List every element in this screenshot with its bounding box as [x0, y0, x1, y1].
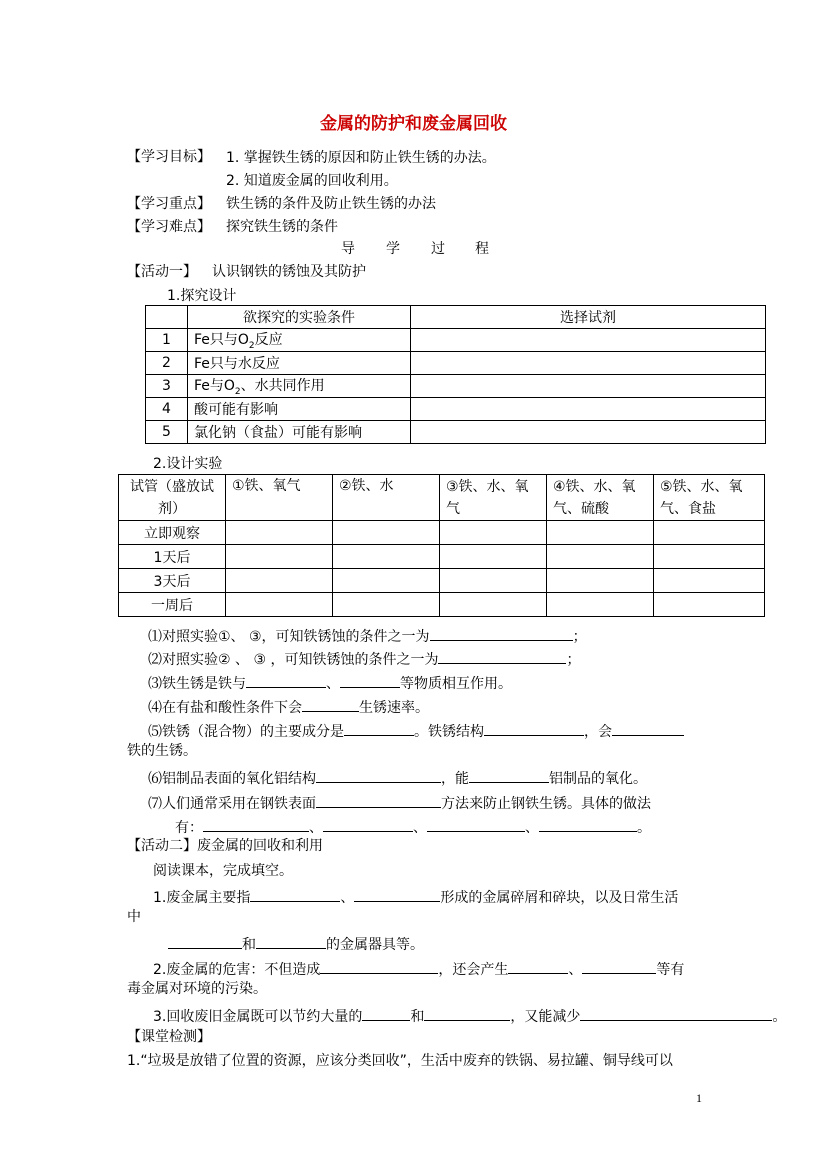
- table-row: [119, 545, 765, 569]
- question-5-line2: 铁的生锈。: [127, 743, 197, 759]
- row-number: 4: [146, 398, 188, 421]
- question-1: [148, 625, 587, 646]
- subscript: 2: [234, 386, 241, 397]
- activity2-intro: 阅读课本，完成填空。: [153, 863, 293, 879]
- condition-text: Fe与O: [194, 378, 235, 395]
- row-label: 一周后: [119, 593, 226, 617]
- activity2-heading: [127, 837, 323, 855]
- answer-blank[interactable]: [580, 1005, 772, 1021]
- table-cell: [146, 306, 188, 329]
- difficulty-label: 【学习难点】: [127, 219, 211, 235]
- observation-cell[interactable]: [654, 545, 765, 569]
- observation-cell[interactable]: [226, 569, 333, 593]
- class-check-question-1: 1.“垃圾是放错了位置的资源，应该分类回收”，生活中废弃的铁锅、易拉罐、铜导线可以: [127, 1053, 673, 1069]
- condition-cell: [188, 375, 411, 398]
- observation-cell[interactable]: [654, 593, 765, 617]
- activity2-text: 废金属的回收和利用: [197, 838, 323, 854]
- question-2: [148, 648, 580, 669]
- answer-blank[interactable]: [168, 933, 242, 949]
- observation-cell[interactable]: [333, 593, 440, 617]
- activity1-text: 认识钢铁的锈蚀及其防护: [212, 264, 366, 280]
- reagent-cell[interactable]: [411, 398, 766, 421]
- header-line: 气: [446, 500, 460, 517]
- question-text: ⑹铝制品表面的氧化铝结构: [148, 771, 316, 787]
- design-label: 1.探究设计: [167, 288, 237, 304]
- table-header: 选择试剂: [411, 306, 766, 329]
- question-text: ；: [572, 629, 587, 645]
- header-line: ②铁、水: [339, 478, 394, 494]
- table-row: [119, 569, 765, 593]
- answer-blank[interactable]: [469, 767, 549, 783]
- condition-text: 反应: [254, 332, 283, 349]
- answer-blank[interactable]: [508, 958, 568, 974]
- answer-blank[interactable]: [316, 767, 441, 783]
- question-text: 。铁锈结构: [414, 724, 484, 740]
- observation-cell[interactable]: [226, 545, 333, 569]
- key-point-text: 铁生锈的条件及防止铁生锈的办法: [226, 196, 436, 212]
- goal-item-2: 2. 知道废金属的回收利用。: [226, 173, 398, 189]
- paragraph-text: 、: [340, 890, 355, 906]
- observation-cell[interactable]: [547, 545, 654, 569]
- answer-blank[interactable]: [344, 720, 414, 736]
- table-row: [146, 398, 766, 421]
- row-label: 立即观察: [119, 521, 226, 545]
- condition-text: 氯化钠（食盐）可能有影响: [194, 425, 362, 441]
- observation-cell[interactable]: [440, 545, 547, 569]
- observation-cell[interactable]: [226, 593, 333, 617]
- row-number: 1: [146, 329, 188, 352]
- paragraph-text: 和: [410, 1009, 425, 1025]
- answer-blank[interactable]: [340, 672, 400, 688]
- observation-cell[interactable]: [333, 545, 440, 569]
- answer-blank[interactable]: [323, 816, 413, 832]
- row-number: 5: [146, 421, 188, 444]
- table-header: [333, 475, 440, 521]
- condition-cell: [188, 421, 411, 444]
- answer-blank[interactable]: [427, 816, 525, 832]
- answer-blank[interactable]: [612, 720, 684, 736]
- table-row: [146, 306, 766, 329]
- table-row: [119, 593, 765, 617]
- row-number: 2: [146, 352, 188, 375]
- condition-cell: [188, 352, 411, 375]
- observation-cell[interactable]: [226, 521, 333, 545]
- answer-blank[interactable]: [362, 1005, 410, 1021]
- question-7-line2: [175, 816, 651, 837]
- header-line: 气、食盐: [660, 500, 716, 517]
- observation-cell[interactable]: [547, 569, 654, 593]
- question-text: 、: [326, 676, 340, 692]
- page-title: 金属的防护和废金属回收: [320, 114, 507, 134]
- design-table: [145, 305, 766, 444]
- class-check-label: 【课堂检测】: [127, 1029, 211, 1045]
- row-label: 3天后: [119, 569, 226, 593]
- table-header: [119, 475, 226, 521]
- paragraph-text: 和: [242, 937, 256, 953]
- question-4: [148, 696, 429, 717]
- table-row: [146, 375, 766, 398]
- table-row: [146, 352, 766, 375]
- table-header: [654, 475, 765, 521]
- paragraph-text: 等有: [656, 962, 685, 978]
- question-5: [148, 720, 684, 741]
- header-line: ④铁、水、氧: [553, 478, 636, 495]
- answer-blank[interactable]: [354, 886, 440, 902]
- paragraph-2: [153, 958, 684, 979]
- question-3: [148, 672, 512, 693]
- question-text: ⑺人们通常采用在钢铁表面: [148, 796, 316, 812]
- paragraph-text: ，还会产生: [438, 962, 509, 978]
- question-text: 生锈速率。: [359, 700, 429, 716]
- observation-cell[interactable]: [333, 521, 440, 545]
- condition-text: 、水共同作用: [240, 378, 325, 395]
- observation-cell[interactable]: [440, 593, 547, 617]
- question-7: [148, 792, 651, 813]
- question-text: 铝制品的氧化。: [549, 771, 647, 787]
- question-text: 有：: [175, 820, 203, 836]
- reagent-cell[interactable]: [411, 352, 766, 375]
- reagent-cell[interactable]: [411, 375, 766, 398]
- difficulty-text: 探究铁生锈的条件: [226, 219, 338, 235]
- table-row: [119, 521, 765, 545]
- observation-cell[interactable]: [654, 521, 765, 545]
- table-row: [119, 475, 765, 521]
- question-text: ；: [566, 652, 581, 668]
- observation-cell[interactable]: [654, 569, 765, 593]
- question-text: ⑵对照实验② 、 ③ ，可知铁锈蚀的条件之一为: [148, 652, 439, 668]
- answer-blank[interactable]: [582, 958, 656, 974]
- question-text: ⑷在有盐和酸性条件下会: [148, 700, 302, 716]
- question-text: 、: [413, 820, 427, 836]
- condition-text: Fe只与水反应: [194, 356, 280, 372]
- question-text: ⑶铁生锈是铁与: [148, 676, 246, 692]
- question-text: 等物质相互作用。: [400, 676, 512, 692]
- paragraph-text: 3.回收废旧金属既可以节约大量的: [153, 1009, 363, 1025]
- question-text: 、: [309, 820, 323, 836]
- paragraph-text: 形成的金属碎屑和碎块，以及日常生活: [440, 890, 679, 906]
- question-text: ，能: [441, 771, 469, 787]
- paragraph-text: 1.废金属主要指: [153, 890, 251, 906]
- paragraph-text: 、: [568, 962, 583, 978]
- question-text: 、: [525, 820, 539, 836]
- question-text: ⑸铁锈（混合物）的主要成分是: [148, 724, 344, 740]
- experiment-label: 2.设计实验: [153, 456, 223, 472]
- observation-cell[interactable]: [547, 521, 654, 545]
- goal-item-1: 1. 掌握铁生锈的原因和防止铁生锈的办法。: [226, 150, 496, 166]
- paragraph-1-line3: [168, 933, 424, 954]
- answer-blank[interactable]: [256, 933, 326, 949]
- paragraph-1: [153, 886, 678, 907]
- question-text: ⑴对照实验①、 ③，可知铁锈蚀的条件之一为: [148, 629, 430, 645]
- condition-cell: [188, 398, 411, 421]
- answer-blank[interactable]: [484, 720, 584, 736]
- answer-blank[interactable]: [539, 816, 637, 832]
- condition-cell: [188, 329, 411, 352]
- question-text: 方法来防止钢铁生锈。具体的做法: [441, 796, 651, 812]
- answer-blank[interactable]: [316, 792, 441, 808]
- answer-blank[interactable]: [250, 886, 340, 902]
- header-line: ③铁、水、氧: [446, 478, 529, 495]
- answer-blank[interactable]: [246, 672, 326, 688]
- answer-blank[interactable]: [320, 958, 438, 974]
- observation-cell[interactable]: [547, 593, 654, 617]
- table-header: [440, 475, 547, 521]
- observation-cell[interactable]: [333, 569, 440, 593]
- guide-heading-3: 过: [431, 241, 445, 257]
- key-point-label: 【学习重点】: [127, 196, 211, 212]
- reagent-cell[interactable]: [411, 329, 766, 352]
- table-row: [146, 421, 766, 444]
- activity2-label: 【活动二】: [127, 838, 197, 854]
- answer-blank[interactable]: [430, 625, 573, 641]
- table-header: [547, 475, 654, 521]
- paragraph-text: 。: [772, 1009, 787, 1025]
- answer-blank[interactable]: [302, 696, 359, 712]
- condition-text: 酸可能有影响: [194, 402, 278, 418]
- paragraph-text: 的金属器具等。: [326, 937, 424, 953]
- guide-heading-2: 学: [386, 241, 400, 257]
- row-label: 1天后: [119, 545, 226, 569]
- reagent-cell[interactable]: [411, 421, 766, 444]
- page-number: 1: [696, 1091, 702, 1105]
- paragraph-text: ，又能减少: [510, 1009, 581, 1025]
- table-header: 欲探究的实验条件: [188, 306, 411, 329]
- subscript: 2: [248, 340, 255, 351]
- paragraph-3: [153, 1005, 786, 1026]
- condition-text: Fe只与O: [194, 332, 249, 349]
- header-line: ⑤铁、水、氧: [660, 478, 743, 495]
- activity1-label: 【活动一】: [127, 264, 197, 280]
- guide-heading-1: 导: [341, 241, 355, 257]
- row-number: 3: [146, 375, 188, 398]
- experiment-table: [118, 474, 765, 617]
- question-6: [148, 767, 647, 788]
- guide-heading-4: 程: [475, 241, 489, 257]
- header-line: 试管（盛放试: [130, 478, 214, 495]
- table-header: [226, 475, 333, 521]
- header-line: 气、硫酸: [553, 500, 609, 517]
- paragraph-2-line2: 毒金属对环境的污染。: [127, 981, 267, 997]
- paragraph-1-line2: 中: [127, 909, 141, 925]
- header-line: ①铁、氧气: [232, 478, 301, 494]
- header-line: 剂）: [158, 500, 186, 517]
- answer-blank[interactable]: [424, 1005, 510, 1021]
- table-row: [146, 329, 766, 352]
- answer-blank[interactable]: [438, 648, 566, 664]
- goals-label: 【学习目标】: [127, 149, 211, 165]
- paragraph-text: 2.废金属的危害：不但造成: [153, 962, 321, 978]
- question-text: ，会: [584, 724, 612, 740]
- observation-cell[interactable]: [440, 521, 547, 545]
- question-text: 。: [637, 820, 651, 836]
- observation-cell[interactable]: [440, 569, 547, 593]
- answer-blank[interactable]: [203, 816, 309, 832]
